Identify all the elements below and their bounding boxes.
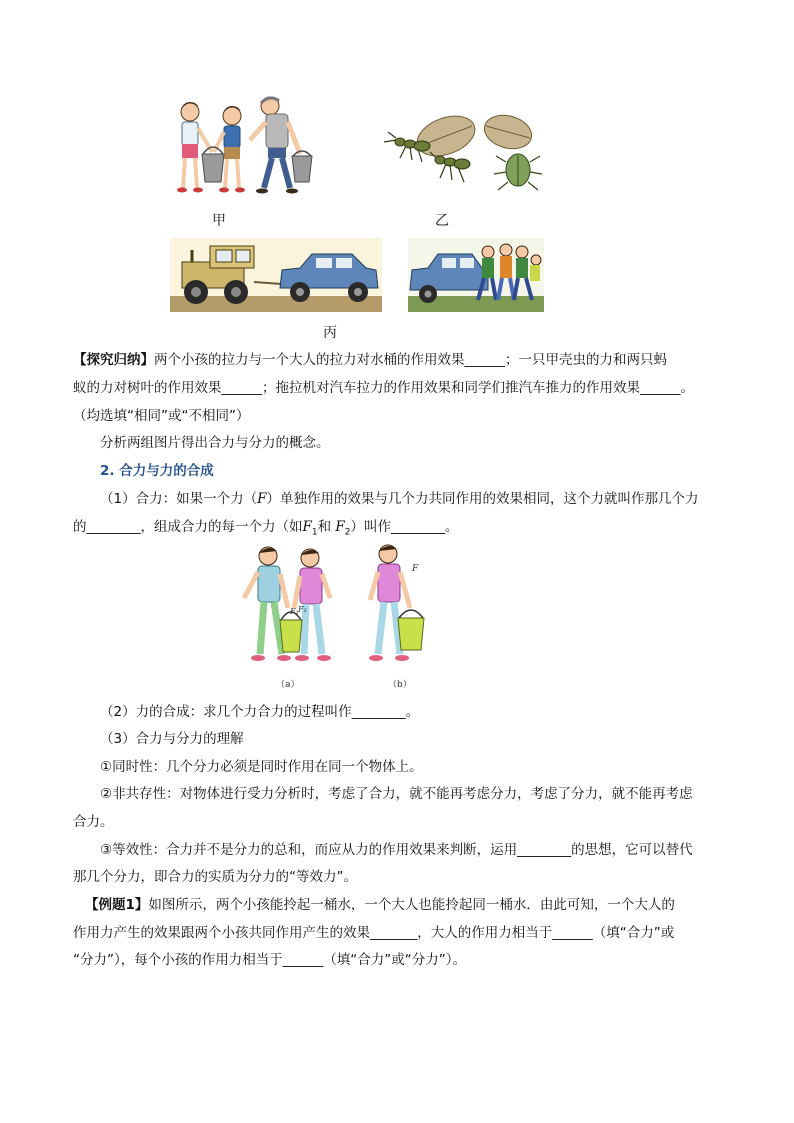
symbol-F1: F [302,519,312,535]
explore-line-2: 蚁的力对树叶的作用效果______；拖拉机对汽车拉力的作用效果和同学们推汽车推力的作用效果______。 [73,380,694,396]
bucket-force-label: F [412,564,419,574]
figure-bucket-illustration [238,542,438,690]
section-2-p5-line1: ②非共存性：对物体进行受力分析时，考虑了合力，就不能再考虑分力，考虑了分力，就不能再考虑 [100,786,693,802]
section-2-p1-line1 [100,491,698,508]
bucket-label-b: （b） [388,680,412,690]
p1-text-and: 和 [317,519,336,535]
section-2-p2: （2）力的合成：求几个力合力的过程叫作________。 [100,704,420,720]
svg-text:F₁: F₁ [290,607,299,616]
symbol-F: F [257,491,267,507]
p1-text-b: ）单独作用的效果与几个力共同作用的效果相同，这个力就叫作那几个力 [266,491,699,507]
explore-line-1-text: 两个小孩的拉力与一个大人的拉力对水桶的作用效果______；一只甲壳虫的力和两只蚂 [154,352,667,368]
section-2-heading: 2. 合力与力的合成 [100,463,214,479]
section-2-p3: （3）合力与分力的理解 [100,731,244,747]
bucket-label-a: （a） [276,680,300,690]
explore-line-1 [73,352,667,369]
figure-label-jia: 甲 [212,213,226,229]
figure-label-bing: 丙 [323,325,337,341]
section-2-p6-line1: ③等效性：合力并不是分力的总和，而应从力的作用效果来判断，运用________的思想，它可以替代 [100,842,693,858]
example-1-line-1 [85,897,675,914]
example-1-line-2: 作用力产生的效果跟两个小孩共同作用产生的效果_______，大人的作用力相当于______（填“合力”或 [73,925,675,941]
section-2-p1-line2 [73,519,459,542]
figure-jia-illustration [172,92,322,200]
example-1-line-1-text: 如图所示，两个小孩能拎起一桶水，一个大人也能拎起同一桶水．由此可知，一个大人的 [148,897,675,913]
svg-text:F₂: F₂ [298,605,307,614]
symbol-F2: F [335,519,345,535]
figure-bing-tractor-illustration [170,238,382,312]
symbol-F2-subscript: 2 [344,527,351,538]
explore-line-3: （均选填“相同”或“不相同”） [73,408,250,424]
figure-yi-illustration [378,112,548,196]
explore-tag: 【探究归纳】 [73,352,154,368]
section-2-p6-line2: 那几个分力，即合力的实质为分力的“等效力”。 [73,869,357,885]
symbol-F1-subscript: 1 [311,527,318,538]
p1-text-a: （1）合力：如果一个力（ [100,491,258,507]
section-2-p4: ①同时性：几个分力必须是同时作用在同一个物体上。 [100,759,423,775]
figure-bing-pushing-illustration [408,238,544,312]
section-2-p5-line2: 合力。 [73,814,114,830]
explore-line-4: 分析两组图片得出合力与分力的概念。 [100,435,330,451]
p1-text-c: 的________，组成合力的每一个力（如 [73,519,303,535]
p1-text-d: ）叫作________。 [350,519,459,535]
example-1-line-3: “分力”），每个小孩的作用力相当于______（填“合力”或“分力”）。 [73,952,466,968]
example-1-tag: 【例题1】 [85,897,149,913]
figure-label-yi: 乙 [435,213,449,229]
